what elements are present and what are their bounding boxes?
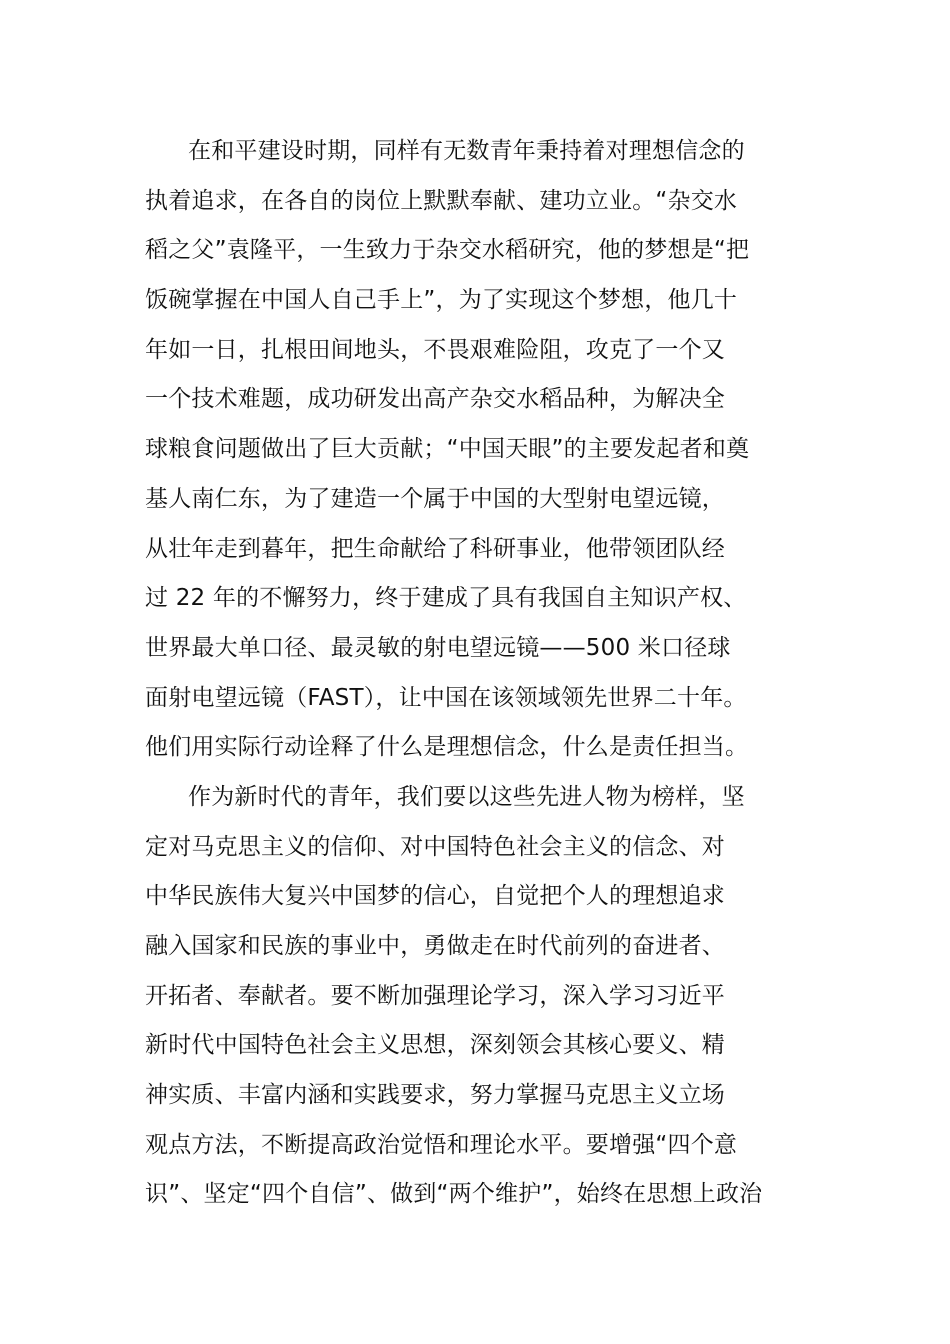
text-line: 饭碗掌握在中国人自己手上”，为了实现这个梦想，他几十 <box>145 287 738 314</box>
text-line: 神实质、丰富内涵和实践要求，努力掌握马克思主义立场 <box>145 1082 725 1109</box>
text-line: 世界最大单口径、最灵敏的射电望远镜——500 米口径球 <box>145 634 731 661</box>
text-line: 新时代中国特色社会主义思想，深刻领会其核心要义、精 <box>145 1032 725 1059</box>
text-line: 过 22 年的不懈努力，终于建成了具有我国自主知识产权、 <box>145 585 747 612</box>
text-line: 识”、坚定“四个自信”、做到“两个维护”，始终在思想上政治 <box>145 1181 763 1208</box>
text-line: 他们用实际行动诠释了什么是理想信念，什么是责任担当。 <box>145 734 749 761</box>
text-line: 融入国家和民族的事业中，勇做走在时代前列的奋进者、 <box>145 933 725 959</box>
text-line: 作为新时代的青年，我们要以这些先进人物为榜样，坚 <box>188 783 745 810</box>
text-line: 面射电望远镜（FAST），让中国在该领域领先世界二十年。 <box>145 684 747 711</box>
text-line: 观点方法，不断提高政治觉悟和理论水平。要增强“四个意 <box>145 1131 738 1158</box>
text-line: 球粮食问题做出了巨大贡献；“中国天眼”的主要发起者和奠 <box>145 436 750 463</box>
body-text <box>145 127 825 1220</box>
text-line: 从壮年走到暮年，把生命献给了科研事业，他带领团队经 <box>145 535 725 562</box>
text-line: 一个技术难题，成功研发出高产杂交水稻品种，为解决全 <box>145 386 725 413</box>
text-line: 开拓者、奉献者。要不断加强理论学习，深入学习习近平 <box>145 982 725 1009</box>
text-line: 定对马克思主义的信仰、对中国特色社会主义的信念、对 <box>145 833 725 860</box>
text-line: 中华民族伟大复兴中国梦的信心，自觉把个人的理想追求 <box>145 883 725 910</box>
text-line: 稻之父”袁隆平，一生致力于杂交水稻研究，他的梦想是“把 <box>145 237 750 264</box>
text-line: 年如一日，扎根田间地头，不畏艰难险阻，攻克了一个又 <box>145 336 725 363</box>
text-line: 基人南仁东，为了建造一个属于中国的大型射电望远镜， <box>145 485 725 512</box>
text-line: 在和平建设时期，同样有无数青年秉持着对理想信念的 <box>188 138 745 164</box>
text-line: 执着追求，在各自的岗位上默默奉献、建功立业。“杂交水 <box>145 187 738 214</box>
